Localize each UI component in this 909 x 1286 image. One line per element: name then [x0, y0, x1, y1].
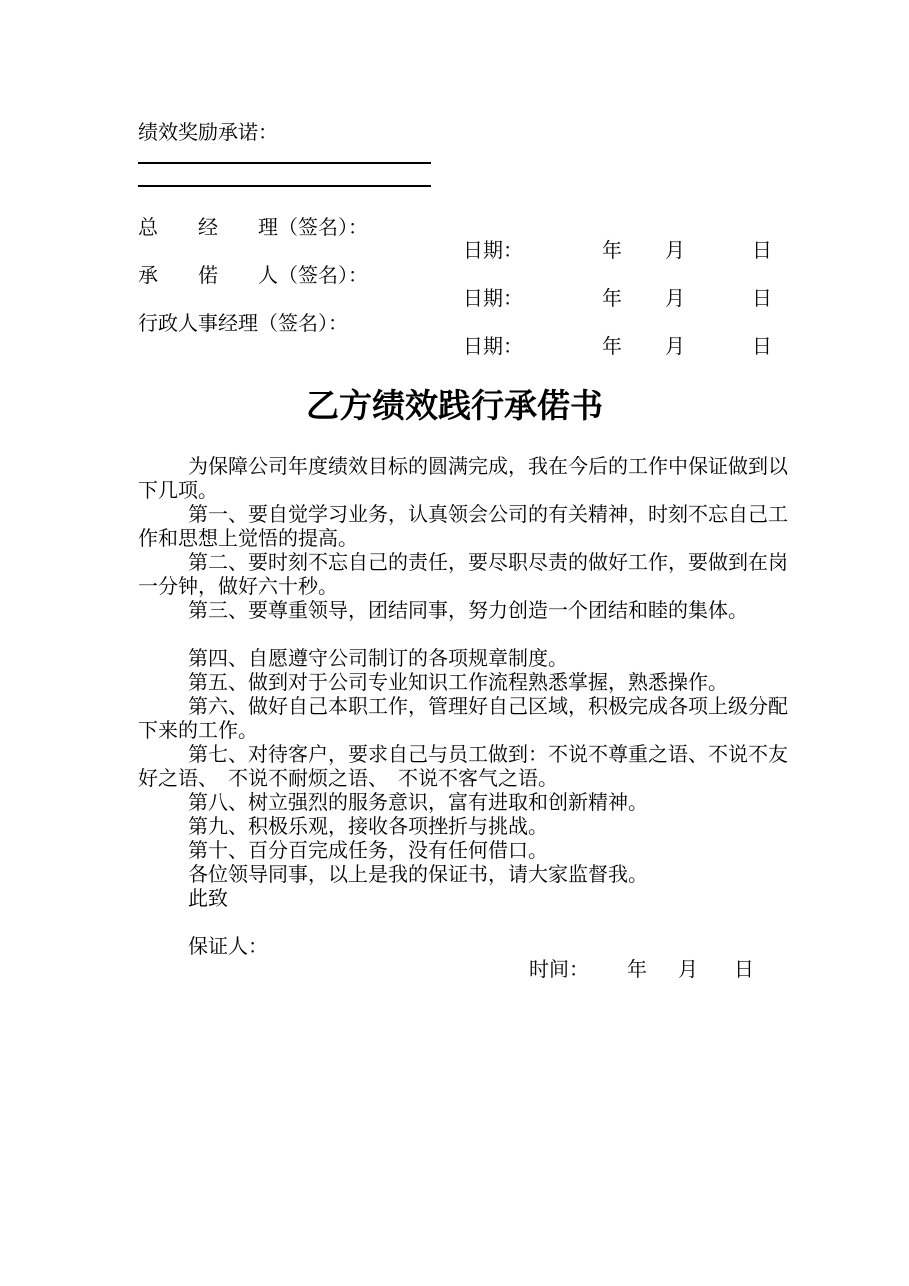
signature-role-promisor: 承 偌 人（签名）：: [138, 263, 368, 287]
signature-date-label: 日期：: [463, 334, 523, 358]
commitment-item-10: 第十、百分百完成任务，没有任何借口。: [188, 838, 548, 862]
reward-underline-2: [138, 185, 431, 187]
commitment-item-9: 第九、积极乐观，接收各项挫折与挑战。: [188, 814, 548, 838]
signature-date-label: 日期：: [463, 238, 523, 262]
commitment-item-3: 第三、要尊重领导，团结同事，努力创造一个团结和睦的集体。: [188, 598, 748, 622]
signature-role-general-manager: 总 经 理（签名）：: [138, 215, 368, 239]
commitment-item-2: 第二、要时刻不忘自己的责任，要尽职尽责的做好工作，要做到在岗一分钟，做好六十秒。: [138, 550, 788, 598]
signature-year: 年: [602, 286, 622, 310]
signature-day: 日: [752, 334, 772, 358]
commitment-item-4: 第四、自愿遵守公司制订的各项规章制度。: [188, 646, 568, 670]
time-day: 日: [734, 957, 754, 981]
intro-paragraph: 为保障公司年度绩效目标的圆满完成，我在今后的工作中保证做到以下几项。: [138, 454, 788, 502]
signature-role-hr-manager: 行政人事经理（签名）：: [138, 311, 348, 335]
reward-promise-label: 绩效奖励承诺：: [138, 120, 278, 144]
signature-date-label: 日期：: [463, 286, 523, 310]
reward-underline-1: [138, 162, 431, 164]
time-month: 月: [678, 957, 698, 981]
closing-paragraph: 各位领导同事，以上是我的保证书，请大家监督我。: [188, 862, 648, 886]
signature-day: 日: [752, 238, 772, 262]
commitment-item-1: 第一、要自觉学习业务，认真领会公司的有关精神，时刻不忘自己工作和思想上觉悟的提高。: [138, 502, 788, 550]
commitment-item-6: 第六、做好自己本职工作，管理好自己区域，积极完成各项上级分配下来的工作。: [138, 694, 788, 742]
signature-month: 月: [665, 286, 685, 310]
time-label: 时间：: [529, 957, 589, 981]
signature-day: 日: [752, 286, 772, 310]
document-title: 乙方绩效践行承偌书: [306, 386, 603, 425]
time-year: 年: [627, 957, 647, 981]
guarantor-label: 保证人：: [188, 934, 268, 958]
signature-year: 年: [602, 334, 622, 358]
signature-month: 月: [665, 238, 685, 262]
commitment-item-5: 第五、做到对于公司专业知识工作流程熟悉掌握，熟悉操作。: [188, 670, 728, 694]
salutation: 此致: [188, 886, 228, 910]
commitment-item-8: 第八、树立强烈的服务意识，富有进取和创新精神。: [188, 790, 648, 814]
commitment-item-7: 第七、对待客户，要求自己与员工做到：不说不尊重之语、不说不友好之语、 不说不耐烦之语、 不说不客气之语。: [138, 742, 788, 790]
signature-year: 年: [602, 238, 622, 262]
signature-month: 月: [665, 334, 685, 358]
